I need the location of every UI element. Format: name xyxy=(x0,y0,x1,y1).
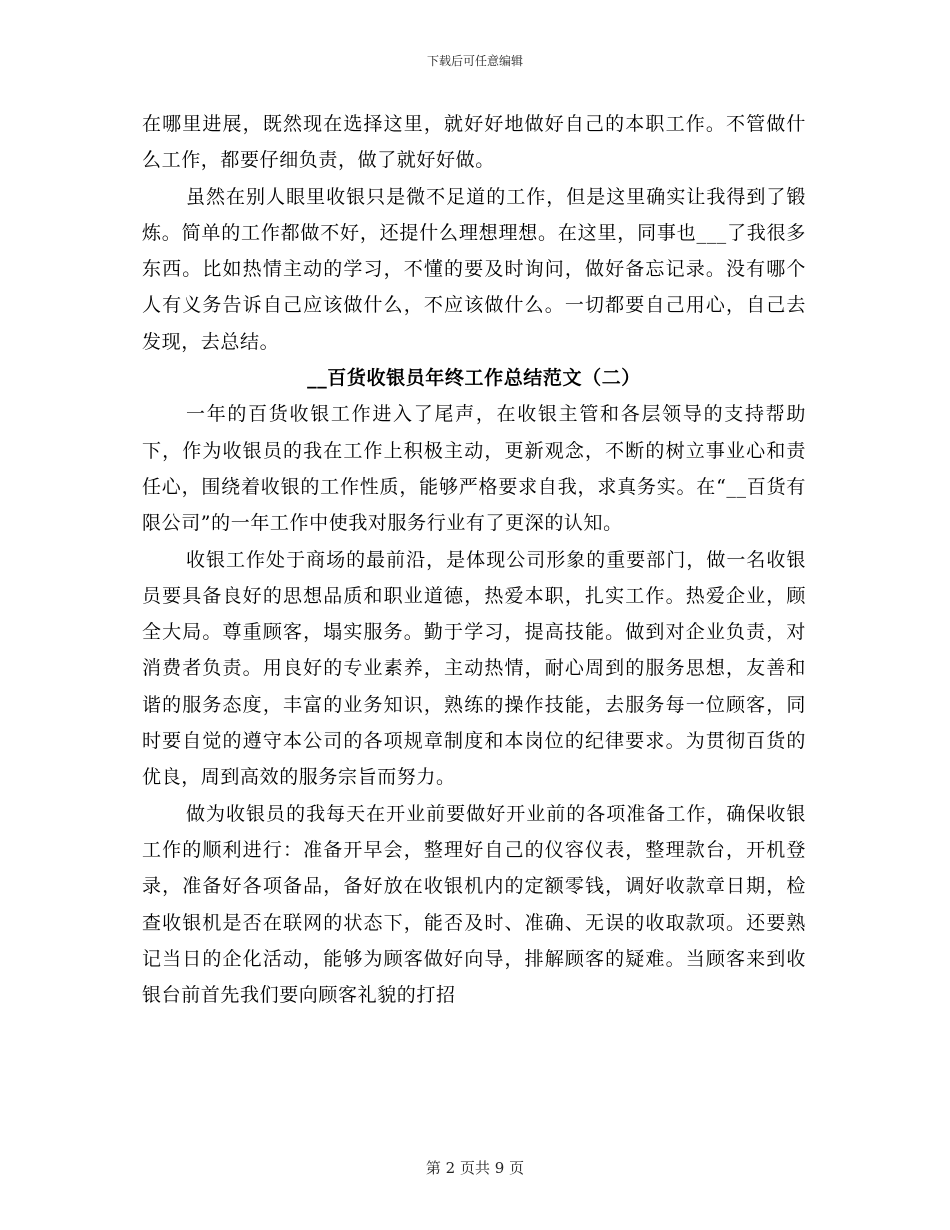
paragraph: 一年的百货收银工作进入了尾声，在收银主管和各层领导的支持帮助下，作为收银员的我在工作上积极主动，更新观念，不断的树立事业心和责任心，围绕着收银的工作性质，能够严格要求自我，求真务实。在“__百货有限公司”的一年工作中使我对服务行业有了更深的认知。 xyxy=(142,403,806,535)
page-number: 第 2 页共 9 页 xyxy=(425,1159,525,1177)
paragraph-continued: 在哪里进展，既然现在选择这里，就好好地做好自己的本职工作。不管做什么工作，都要仔细负责，做了就好好做。 xyxy=(142,113,806,172)
section-heading: __百货收银员年终工作总结范文（二） xyxy=(307,367,641,390)
paragraph: 做为收银员的我每天在开业前要做好开业前的各项准备工作，确保收银工作的顺利进行：准备开早会，整理好自己的仪容仪表，整理款台，开机登录，准备好各项备品，备好放在收银机内的定额零钱，调好收款章日期，检查收银机是否在联网的状态下，能否及时、准确、无误的收取款项。还要熟记当日的企化活动，能够为顾客做好向导，排解顾客的疑难。当顾客来到收银台前首先我们要向顾客礼貌的打招 xyxy=(142,802,806,1007)
page-header: 下载后可任意编辑 xyxy=(426,54,523,68)
document-body xyxy=(142,106,806,1013)
paragraph: 虽然在别人眼里收银只是微不足道的工作，但是这里确实让我得到了锻炼。简单的工作都做不好，还提什么理想理想。在这里，同事也___了我很多东西。比如热情主动的学习，不懂的要及时询问，做好备忘记录。没有哪个人有义务告诉自己应该做什么，不应该做什么。一切都要自己用心，自己去发现，去总结。 xyxy=(142,185,806,353)
paragraph: 收银工作处于商场的最前沿，是体现公司形象的重要部门，做一名收银员要具备良好的思想品质和职业道德，热爱本职，扎实工作。热爱企业，顾全大局。尊重顾客，塌实服务。勤于学习，提高技能。做到对企业负责，对消费者负责。用良好的专业素养，主动热情，耐心周到的服务思想，友善和谐的服务态度，丰富的业务知识，熟练的操作技能，去服务每一位顾客，同时要自觉的遵守本公司的各项规章制度和本岗位的纪律要求。为贯彻百货的优良，周到高效的服务宗旨而努力。 xyxy=(142,548,806,789)
